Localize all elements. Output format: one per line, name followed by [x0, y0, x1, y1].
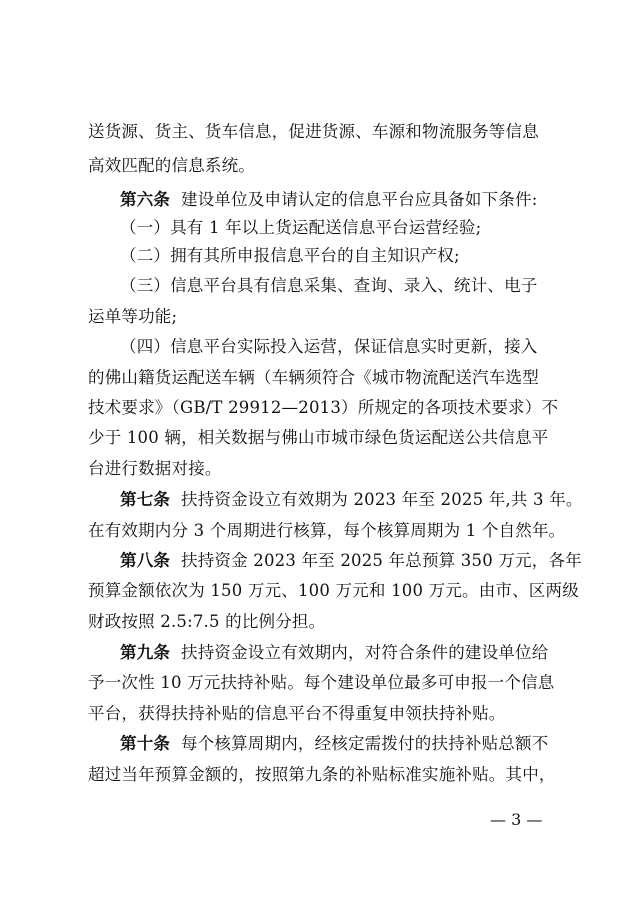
article-heading: 第九条: [120, 643, 171, 662]
text-line: [88, 121, 539, 143]
line-text: 少于 100 辆，相关数据与佛山市城市绿色货运配送公共信息平: [88, 428, 549, 447]
line-text: 予一次性 10 万元扶持补贴。每个建设单位最多可申报一个信息: [88, 673, 555, 692]
text-line: [88, 397, 558, 419]
line-text: 在有效期内分 3 个周期进行核算，每个核算周期为 1 个自然年。: [88, 521, 566, 540]
line-text: 高效匹配的信息系统。: [88, 156, 255, 175]
text-line: [88, 520, 565, 542]
text-line: [88, 155, 255, 177]
line-text: 的佛山籍货运配送车辆（车辆须符合《城市物流配送汽车选型: [88, 368, 539, 387]
text-line: [88, 703, 506, 725]
text-line: [120, 550, 582, 572]
text-line: [120, 189, 537, 211]
text-line: [88, 672, 555, 694]
text-line: [120, 489, 583, 511]
text-line: [120, 642, 548, 664]
text-line: [120, 336, 538, 358]
text-line: [88, 764, 556, 786]
line-text: 财政按照 2.5:7.5 的比例分担。: [88, 612, 326, 631]
line-text: 预算金额依次为 150 万元、100 万元和 100 万元。由市、区两级: [88, 581, 579, 600]
line-text: 台进行数据对接。: [88, 459, 222, 478]
line-text: 扶持资金 2023 年至 2025 年总预算 350 万元，各年: [170, 551, 582, 570]
article-heading: 第十条: [120, 734, 171, 753]
line-text: 平台，获得扶持补贴的信息平台不得重复申领扶持补贴。: [88, 704, 506, 723]
article-heading: 第七条: [120, 490, 171, 509]
text-line: [120, 217, 481, 239]
line-text: 技术要求》（GB/T 29912—2013）所规定的各项技术要求）不: [88, 398, 559, 417]
article-heading: 第八条: [120, 551, 171, 570]
text-line: [88, 306, 177, 328]
line-text: 扶持资金设立有效期内，对符合条件的建设单位给: [170, 643, 549, 662]
line-text: 每个核算周期内，经核定需拨付的扶持补贴总额不: [170, 734, 549, 753]
line-text: 送货源、货主、货车信息，促进货源、车源和物流服务等信息: [88, 122, 539, 141]
line-text: （一）具有 1 年以上货运配送信息平台运营经验;: [120, 218, 482, 237]
text-line: [88, 458, 222, 480]
line-text: 运单等功能;: [88, 307, 178, 326]
text-line: [88, 367, 539, 389]
text-line: [120, 733, 548, 755]
text-line: [88, 427, 548, 449]
article-heading: 第六条: [120, 190, 171, 209]
line-text: （三）信息平台具有信息采集、查询、录入、统计、电子: [120, 276, 538, 295]
line-text: （四）信息平台实际投入运营，保证信息实时更新，接入: [120, 337, 538, 356]
text-line: [120, 275, 538, 297]
line-text: 扶持资金设立有效期为 2023 年至 2025 年,共 3 年。: [170, 490, 583, 509]
text-line: [120, 245, 460, 267]
line-text: （二）拥有其所申报信息平台的自主知识产权;: [120, 246, 460, 265]
text-line: [88, 611, 325, 633]
line-text: 超过当年预算金额的，按照第九条的补贴标准实施补贴。其中，: [88, 765, 556, 784]
text-line: [88, 580, 579, 602]
page-number: — 3 —: [490, 810, 543, 829]
line-text: 建设单位及申请认定的信息平台应具备如下条件:: [170, 190, 538, 209]
